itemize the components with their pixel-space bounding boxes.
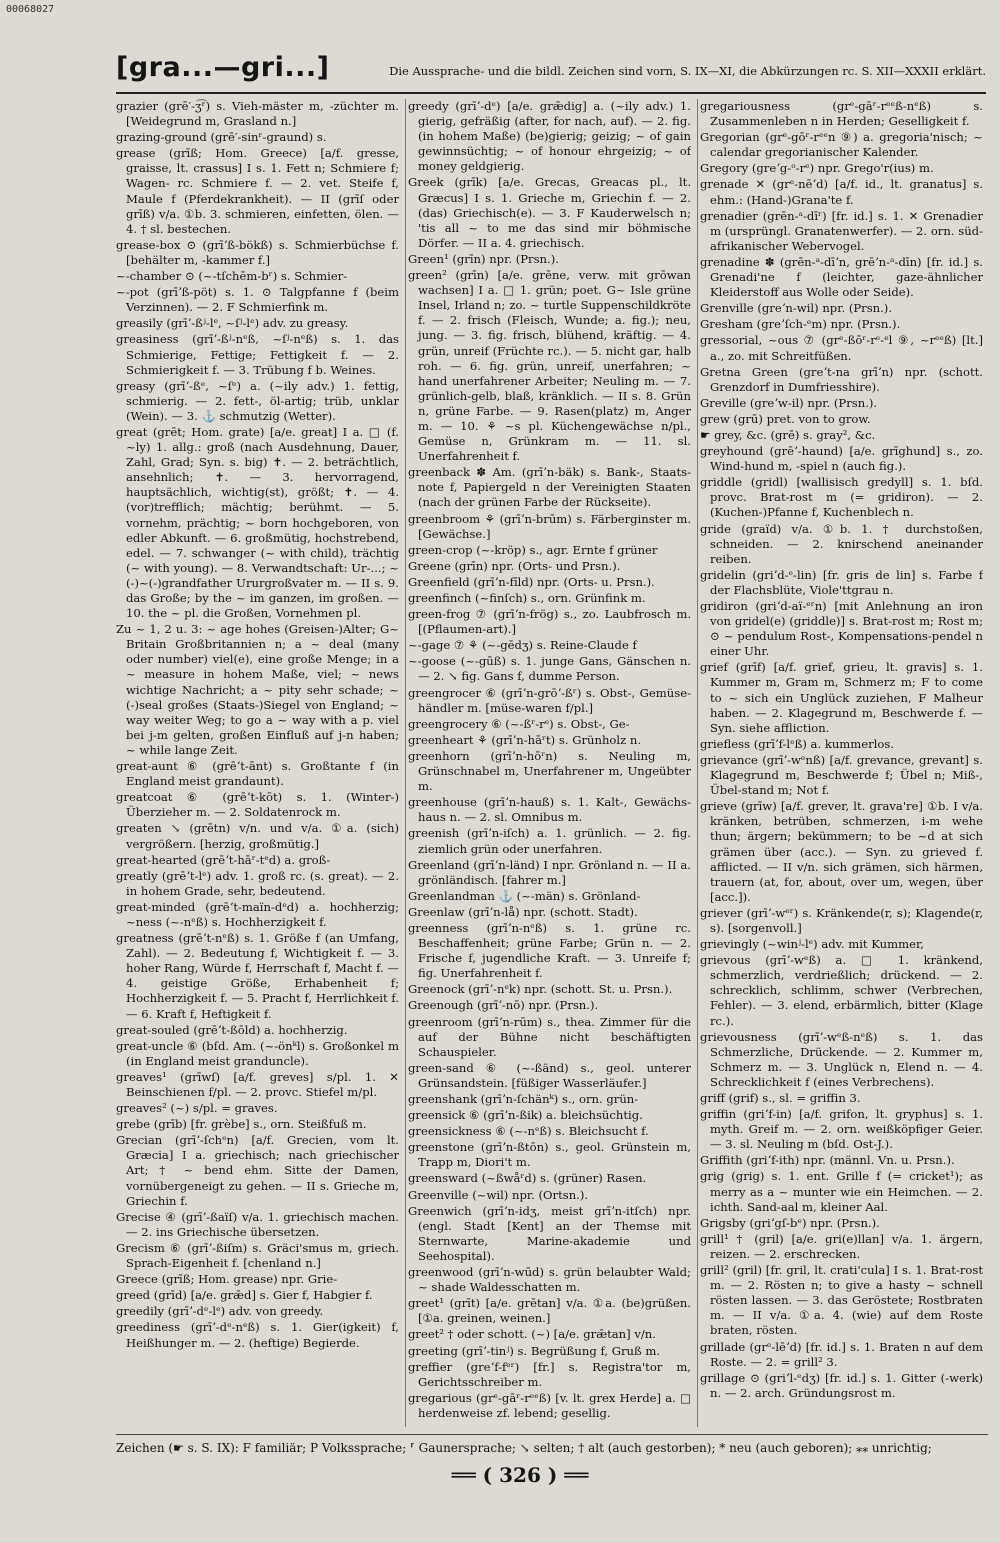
dictionary-entry: green-frog ⑦ (grīʼn-frög) s., zo. Laubfrosch m. [(Pflaumen-art).] [408,607,691,637]
dictionary-entry: Greenfield (grīʼn-fīld) npr. (Orts- u. Prsn.). [408,574,655,589]
dictionary-entry: Greenlaw (grīʼn-lå) npr. (schott. Stadt). [408,904,638,919]
dictionary-entry: Grecian (grīʼ-ſchᵉn) [a/f. Grecien, vom lt. Græcia] I a. griechisch; nach griechischer Art; † ~ bend ehm. Sitte der Damen, vornübergeneigt zu gehen. — II s. Grieche m, Griechin f. [116,1133,399,1208]
dictionary-entry: greasy (grīʼ-ßᵉ, ~ſᵉ) a. (~ily adv.) 1. fettig, schmierig. — 2. fett-, öl-artig; trüb, unklar (Wein). — 3. ⚓ schmutzig (Wetter). [116,378,399,423]
dictionary-entry: Gresham (greʼſch-ᵉm) npr. (Prsn.). [700,317,901,332]
dictionary-entry: gridiron (griʼd-aï-ᵉʳn) [mit Anlehnung an iron von gridel(e) (griddle)] s. Brat-rost m; Rost m; ⊙ ~ pendulum Rost-, Kompensations-pendel n einer Uhr. [700,599,983,659]
dictionary-entry: grill¹ † (gril) [a/e. gri(e)llan] v/a. 1. ärgern, reizen. — 2. erschrecken. [700,1231,983,1261]
column-2 [405,99,691,1427]
dictionary-entry: ☛ grey, &c. (grē) s. gray², &c. [700,427,876,442]
dictionary-entry: ~-goose (~-gūß) s. 1. junge Gans, Gänschen n. — 2. ↘ fig. Gans f, dumme Person. [408,654,691,684]
dictionary-entry: grew (grū) pret. von to grow. [700,411,871,426]
dictionary-entry: greengrocer ⑥ (grīʼn-grōʼ-ßʳ) s. Obst-, Gemüse-händler m. [müse-waren f/pl.] [408,685,691,715]
dictionary-entry: great-hearted (grēʼt-hāʳ-tᵉd) a. groß- [116,852,331,867]
dictionary-entry: great-uncle ⑥ (bſd. Am. (~-önᵏl) s. Großonkel m (in England meist granduncle). [116,1038,399,1068]
dictionary-entry: grazing-ground (grē′-sinʳ-graund) s. [116,130,327,145]
page-range-title: [gra...—gri...] [116,52,330,83]
dictionary-entry: Green¹ (grīn) npr. (Prsn.). [408,251,559,266]
dictionary-entry: greaves¹ (grīwſ) [a/f. greves] s/pl. 1. ✕ Beinschienen f/pl. — 2. provc. Stiefel m/pl. [116,1069,399,1099]
dictionary-entry: greatness (grēʼt-nᵉß) s. 1. Größe f (an Umfang, Zahl). — 2. Bedeutung f, Wichtigkeit f. — 3. hoher Rang, Würde f, Herrschaft f, Macht f. — 4. geistige Größe, Erhabenheit f; Hochherzigkeit f. — 5. Pracht f, Herrlichkeit f. — 6. Kraft f, Heftigkeit f. [116,931,399,1021]
dictionary-entry: Greenwich (grīʼn-idʒ, meist grīʼn-itſch) npr. (engl. Stadt [Kent] an der Themse mit Sternwarte, Marine-akademie und Seehospital). [408,1203,691,1263]
dictionary-entry: greensickness ⑥ (~-nᵉß) s. Bleichsucht f. [408,1124,649,1139]
dictionary-entry: gressorial, ~ous ⑦ (grᵉ-ßōʳ-rᵉ-ᵉl ⑨, ~rᵉᵉß) [lt.] a., zo. mit Schreitfüßen. [700,333,983,363]
dictionary-entry: griddle (gridl) [wallisisch gredyll] s. 1. bſd. provc. Brat-rost m (= gridiron). — 2. (Kuchen-)Pfanne f, Kuchenblech n. [700,475,983,520]
dictionary-entry: grease-box ⊙ (grīʼß-bökß) s. Schmierbüchse f. [behälter m, -kammer f.] [116,237,399,267]
column-3 [697,99,983,1427]
header-note: Die Aussprache- und die bildl. Zeichen sind vorn, S. IX—XI, die Abkürzungen rc. S. XII—XXXII erklärt. [389,64,986,78]
dictionary-entry: Grecise ④ (grīʼ-ßaïſ) v/a. 1. griechisch machen. — 2. ins Griechische übersetzen. [116,1209,399,1239]
dictionary-entry: greaten ↘ (grētn) v/n. und v/a. ①a. (sich) vergrößern. [herzig, großmütig.] [116,821,399,851]
dictionary-entry: greffier (greʼf-fᵉʳ) [fr.] s. Registra'tor m, Gerichtsschreiber m. [408,1359,691,1389]
dictionary-entry: greenhouse (grīʼn-hauß) s. 1. Kalt-, Gewächs-haus n. — 2. sl. Omnibus m. [408,795,691,825]
dictionary-entry: ~-gage ⑦ ⚘ (~-gēdʒ) s. Reine-Claude f [408,638,637,653]
dictionary-entry: greediness (grīʼ-dᵉ-nᵉß) s. 1. Gier(igkeit) f, Heißhunger m. — 2. (heftige) Begierde. [116,1320,399,1350]
dictionary-entry: greenroom (grīʼn-rūm) s., thea. Zimmer für die auf der Bühne nicht beschäftigten Schauspieler. [408,1014,691,1059]
dictionary-entry: Griffith (griʼf-ith) npr. (männl. Vn. u. Prsn.). [700,1153,955,1168]
column-1 [116,99,399,1427]
dictionary-entry: grazier (grē′-ʒ͡ʳ) s. Vieh-mäster m, -züchter m. [Weidegrund m, Grasland n.] [116,99,399,129]
dictionary-entry: great-souled (grēʼt-ßōld) a. hochherzig. [116,1022,348,1037]
dictionary-entry: ~-chamber ⊙ (~-tſchēm-bʳ) s. Schmier- [116,269,348,284]
dictionary-entry: greet¹ (grīt) [a/e. grētan] v/a. ①a. (be)grüßen. [①a. greinen, weinen.] [408,1296,691,1326]
page-number: ══ ( 326 ) ══ [451,1463,589,1487]
dictionary-entry: Greenville (~wil) npr. (Ortsn.). [408,1187,589,1202]
dictionary-entry: grieve (grīw) [a/f. grever, lt. grava're] ①b. I v/a. kränken, betrüben, schmerzen, i-m wehe thun; ärgern; bekümmern; to be ~d at sich grämen über (acc.). — Syn. zu grieved f. afflicted. — II v/n. sich grämen, sich härmen, trauern (at, for, about, over um, wegen, über [acc.]). [700,799,983,904]
dictionary-entry: grievousness (grīʼ-wᵉß-nᵉß) s. 1. das Schmerzliche, Drückende. — 2. Kummer m, Schmerz m. — 3. Unglück n, Elend n. — 4. Schrecklichkeit f (eines Verbrechens). [700,1029,983,1089]
dictionary-entry: greaves² (~) s/pl. = graves. [116,1101,278,1116]
dictionary-entry: Grenville (greʼn-wil) npr. (Prsn.). [700,301,893,316]
dictionary-entry: great (grēt; Hom. grate) [a/e. great] I a. □ (f. ~ly) 1. allg.: groß (nach Ausdehnung, Dauer, Zahl, Grad; Syn. s. big) ✝. — 2. beträchtlich, ansehnlich; ✝. — 3. hervorragend, hauptsächlich, wichtig(st), größt; ✝. — 4. (vor)trefflich; mächtig; berühmt. — 5. vornehm, prächtig; ~ born hochgeboren, von edler Abkunft. — 6. großmütig, hochstrebend, edel. — 7. schwanger (~ with child), trächtig (~ with young). — 8. Verwandtschaft: Ur-...; ~(-)~(-)grandfather Ururgroßvater m. — II s. 9. das Große; by the ~ im ganzen, im großen. — 10. the ~ pl. die Großen, Vornehmen pl. [116,424,399,621]
dictionary-entry: greensward (~ßwåʳd) s. (grüner) Rasen. [408,1171,647,1186]
dictionary-entry: greenfinch (~finſch) s., orn. Grünfink m. [408,591,646,605]
dictionary-entry: greenwood (grīʼn-wūd) s. grün belaubter Wald; ~ shade Waldesschatten m. [408,1265,691,1295]
dictionary-entry: Zu ~ 1, 2 u. 3: ~ age hohes (Greisen-)Alter; G~ Britain Großbritannien n; a ~ deal (many oder number) viel(e), eine große Menge; in a ~ measure in hohem Maße, viel; ~ news wichtige Nachricht; a ~ pity sehr schade; ~(-)seal großes (Staats-)Siegel von England; ~ way weiter Weg; to go a ~ way with a p. viel bei j-m gelten, großen Einfluß auf j-n haben; ~ while lange Zeit. [116,622,399,757]
dictionary-entry: greenback ✽ Am. (grīʼn-bäk) s. Bank-, Staats-note f, Papiergeld n der Vereinigten Staaten (nach der grünen Farbe der Rückseite). [408,465,691,510]
dictionary-entry: greenstone (grīʼn-ßtōn) s., geol. Grünstein m, Trapp m, Diori't m. [408,1140,691,1170]
dictionary-entry: greenhorn (grīʼn-hōʳn) s. Neuling m, Grünschnabel m, Unerfahrener m, Ungeübter m. [408,748,691,794]
dictionary-entry: griffin (griʼf-in) [a/f. grifon, lt. gryphus] s. 1. myth. Greif m. — 2. orn. weißköpfiger Geier. — 3. sl. Neuling m (bſd. Ost-J.). [700,1107,983,1152]
dictionary-entry: Gretna Green (greʼt-na grīʼn) npr. (schott. Grenzdorf in Dumfriesshire). [700,364,983,394]
dictionary-entry: great-minded (grēʼt-maïn-dᵉd) a. hochherzig; ~ness (~-nᵉß) s. Hochherzigkeit f. [116,899,399,929]
dictionary-entry: gride (graïd) v/a. ①b. 1. † durchstoßen, schneiden. — 2. knirschend aneinander reiben. [700,521,983,566]
dictionary-entry: greeting (grīʼ-tinʲ) s. Begrüßung f, Gruß m. [408,1343,661,1358]
dictionary-entry: greensick ⑥ (grīʼn-ßik) a. bleichsüchtig. [408,1108,643,1123]
dictionary-entry: greasiness (grīʼ-ßʲ-nᵉß, ~ſʲ-nᵉß) s. 1. das Schmierige, Fettige; Fettigkeit f. — 2. Schmierigkeit f. — 3. Trübung f b. Weines. [116,332,399,377]
dictionary-entry: Greek (grīk) [a/e. Grecas, Greacas pl., lt. Græcus] I s. 1. Grieche m, Griechin f. — 2. (das) Griechisch(e). — 3. F Kauderwelsch n; 'tis all ~ to me das sind mir böhmische Dörfer. — II a. 4. griechisch. [408,175,691,250]
dictionary-entry: greenheart ⚘ (grīʼn-hāʳt) s. Grünholz n. [408,732,642,747]
dictionary-entry: greenness (grīʼn-nᵉß) s. 1. grüne rc. Beschaffenheit; grüne Farbe; Grün n. — 2. Frische f, jugendliche Kraft. — 3. Unreife f; fig. Unerfahrenheit f. [408,920,691,981]
dictionary-entry: ~-pot (grīʼß-pöt) s. 1. ⊙ Talgpfanne f (beim Verzinnen). — 2. F Schmierfink m. [116,285,399,315]
dictionary-entry: greatcoat ⑥ (grēʼt-kōt) s. 1. (Winter-) Überzieher m. — 2. Soldatenrock m. [116,790,399,820]
dictionary-entry: grievous (grīʼ-wᵉß) a. □ 1. kränkend, schmerzlich, verdrießlich; drückend. — 2. schrecklich, schlimm, schwer (Verbrechen, Fehler). — 3. elend, erbärmlich, bitter (Klage rc.). [700,953,983,1028]
page-header [116,52,986,94]
symbol-legend: Zeichen (☛ s. S. IX): F familiär; P Volkssprache; ⸢ Gaunersprache; ↘ selten; † alt (auch gestorben); * neu (auch geboren); ⁎⁎ unrichtig; [116,1434,988,1455]
dictionary-entry: Greenock (grīʼ-nᵉk) npr. (schott. St. u. Prsn.). [408,982,673,997]
dictionary-entry: greenshank (grīʼn-ſchänᵏ) s., orn. grün- [408,1092,639,1106]
dictionary-entry: greed (grīd) [a/e. grǣd] s. Gier f, Habgier f. [116,1288,373,1303]
dictionary-entry: grillage ⊙ (griʼl-ᵉdʒ) [fr. id.] s. 1. Gitter (-werk) n. — 2. arch. Gründungsrost m. [700,1370,983,1400]
dictionary-entry: grenadine ✽ (grēn-ᵃ-dīʼn, grēʼn-ᵃ-dīn) [fr. id.] s. Grenadi'ne f (leichter, gaze-ähnlicher Kleiderstoff aus Wolle oder Seide). [700,254,983,300]
dictionary-columns [116,99,988,1427]
dictionary-entry: greasily (grīʼ-ßʲ-lᵉ, ~ſʲ-lᵉ) adv. zu greasy. [116,316,349,331]
dictionary-entry: greenbroom ⚘ (grīʼn-brūm) s. Färberginster m. [Gewächse.] [408,511,691,541]
dictionary-entry: Greene (grīn) npr. (Orts- und Prsn.). [408,558,621,573]
dictionary-entry: Greece (grīß; Hom. grease) npr. Grie- [116,1272,338,1287]
dictionary-entry: Greenough (grīʼ-nō) npr. (Prsn.). [408,998,599,1013]
dictionary-entry: grease (grīß; Hom. Greece) [a/f. gresse, graisse, lt. crassus] I s. 1. Fett n; Schmiere f; Wagen- rc. Schmiere f. — 2. vet. Steife f, Maule f (Pferdekrankheit). — II (grīſ oder grīß) v/a. ①b. 3. schmieren, einfetten, ölen. — 4. † sl. bestechen. [116,146,399,236]
dictionary-entry: grebe (grīb) [fr. grèbe] s., orn. Steißfuß m. [116,1117,367,1132]
dictionary-entry: greedily (grīʼ-dᵉ-lᵉ) adv. von greedy. [116,1304,324,1319]
dictionary-entry: Greenland (grīʼn-länd) I npr. Grönland n. — II a. grönländisch. [fahrer m.] [408,857,691,887]
dictionary-entry: Grecism ⑥ (grīʼ-ßiſm) s. Gräci'smus m, griech. Sprach-Eigenheit f. [chenland n.] [116,1240,399,1271]
dictionary-entry: greet² † oder schott. (~) [a/e. grǣtan] v/n. [408,1327,656,1342]
dictionary-entry: Greenlandman ⚓ (~-män) s. Grönland- [408,888,641,903]
dictionary-entry: gregarious (grᵉ-gāʳ-rᵉᵉß) [v. lt. grex Herde] a. □ herdenweise zf. lebend; gesellig. [408,1390,691,1420]
scan-id: 00068027 [6,4,55,15]
dictionary-entry: grievingly (~winʲ-lᵉ) adv. mit Kummer, [700,937,924,952]
dictionary-entry: great-aunt ⑥ (grēʼt-ānt) s. Großtante f (in England meist grandaunt). [116,759,399,789]
dictionary-entry: grill² (gril) [fr. gril, lt. crati'cula] I s. 1. Brat-rost m. — 2. Rösten n; to give a hasty ~ schnell rösten lassen. — 3. das Geröstete; Rostbraten m. — II v/a. ①a. 4. (wie) auf dem Roste braten, rösten. [700,1263,983,1338]
dictionary-entry: grenadier (grēn-ᵃ-dīʳ) [fr. id.] s. 1. ✕ Grenadier m (ursprüngl. Granatenwerfer). — 2. orn. süd-afrikanischer Webervogel. [700,208,983,253]
dictionary-entry: griefless (grīʼf-lᵉß) a. kummerlos. [700,736,895,751]
dictionary-entry: green-crop (~-kröp) s., agr. Ernte f grüner [408,542,658,557]
dictionary-entry: greedy (grīʼ-dᵉ) [a/e. grǣdig] a. (~ily adv.) 1. gierig, gefräßig (after, for nach, auf). — 2. fig. (in hohem Maße) (be)gierig; geizig; ~ of gain gewinnsüchtig; ~ of honour ehrgeizig; ~ of money geldgierig. [408,99,691,174]
dictionary-entry: griff (grif) s., sl. = griffin 3. [700,1091,861,1105]
dictionary-entry: gridelin (griʼd-ᵉ-lin) [fr. gris de lin] s. Farbe f der Flachsblüte, Viole'ttgrau n. [700,567,983,597]
dictionary-entry: grillade (grᵉ-lēʼd) [fr. id.] s. 1. Braten n auf dem Roste. — 2. = grill² 3. [700,1339,983,1369]
dictionary-entry: green² (grīn) [a/e. grēne, verw. mit grōwan wachsen] I a. □ 1. grün; poet. G~ Isle grüne Insel, Irland n; zo. ~ turtle Suppenschildkröte f. — 2. frisch (Fleisch, Wunde; a. fig.); neu, jung. — 3. fig. frisch, blühend, kräftig. — 4. grün, unreif (Früchte rc.). — 5. nicht gar, halb roh. — 6. fig. grün, unreif, unerfahren; ~ hand unerfahrener Arbeiter; Neuling m. — 7. grünlich-gelb, blaß, kränklich. — II s. 8. Grün n, grüne Farbe. — 9. Rasen(platz) m, Anger m. — 10. ⚘ ~s pl. Küchengewächse n/pl., Gemüse n, Grünkram m. — 11. sl. Unerfahrenheit f. [408,268,691,464]
dictionary-entry: grenade ✕ (grᵉ-nēʼd) [a/f. id., lt. granatus] s. ehm.: (Hand-)Grana'te f. [700,177,983,207]
dictionary-entry: grief (grīf) [a/f. grief, grieu, lt. gravis] s. 1. Kummer m, Gram m, Schmerz m; F to come to ~ sich ein Unglück zuziehen, F Malheur haben. — 2. Klagegrund m, Beschwerde f. — Syn. siehe affliction. [700,660,983,735]
dictionary-entry: greengrocery ⑥ (~-ßʳ-rᵉ) s. Obst-, Ge- [408,716,630,731]
dictionary-entry: greyhound (grēʼ-haund) [a/e. grīghund] s., zo. Wind-hund m, -spiel n (auch fig.). [700,444,983,474]
dictionary-entry: gregariousness (grᵉ-gāʳ-rᵉᵉß-nᵉß) s. Zusammenleben n in Herden; Geselligkeit f. [700,99,983,129]
dictionary-entry: Gregory (greʼg-ᵒ-rᵉ) npr. Grego'r(ius) m. [700,161,934,176]
dictionary-entry: Gregorian (grᵉ-gōʳ-rᵉᵉn ⑨) a. gregoria'nisch; ~ calendar gregorianischer Kalender. [700,130,983,160]
dictionary-entry: green-sand ⑥ (~-ßänd) s., geol. unterer Grünsandstein. [füßiger Wasserläufer.] [408,1060,691,1090]
dictionary-entry: griever (grīʼ-wᵉʳ) s. Kränkende(r, s); Klagende(r, s). [sorgenvoll.] [700,905,983,935]
dictionary-entry: greatly (grēʼt-lᵉ) adv. 1. groß rc. (s. great). — 2. in hohem Grade, sehr, bedeutend. [116,868,399,898]
dictionary-entry: greenish (grīʼn-iſch) a. 1. grünlich. — 2. fig. ziemlich grün oder unerfahren. [408,826,691,856]
dictionary-entry: Grigsby (griʼgſ-bᵉ) npr. (Prsn.). [700,1215,880,1230]
dictionary-entry: Greville (greʼw-il) npr. (Prsn.). [700,395,878,410]
dictionary-entry: grig (grig) s. 1. ent. Grille f (= cricket¹); as merry as a ~ munter wie ein Heimchen. — 2. ichth. Sand-aal m, kleiner Aal. [700,1169,983,1214]
dictionary-entry: grievance (grīʼ-wᵉnß) [a/f. grevance, grevant] s. Klagegrund m, Beschwerde f; Übel n; Miß-, Übel-stand m; Not f. [700,752,983,798]
